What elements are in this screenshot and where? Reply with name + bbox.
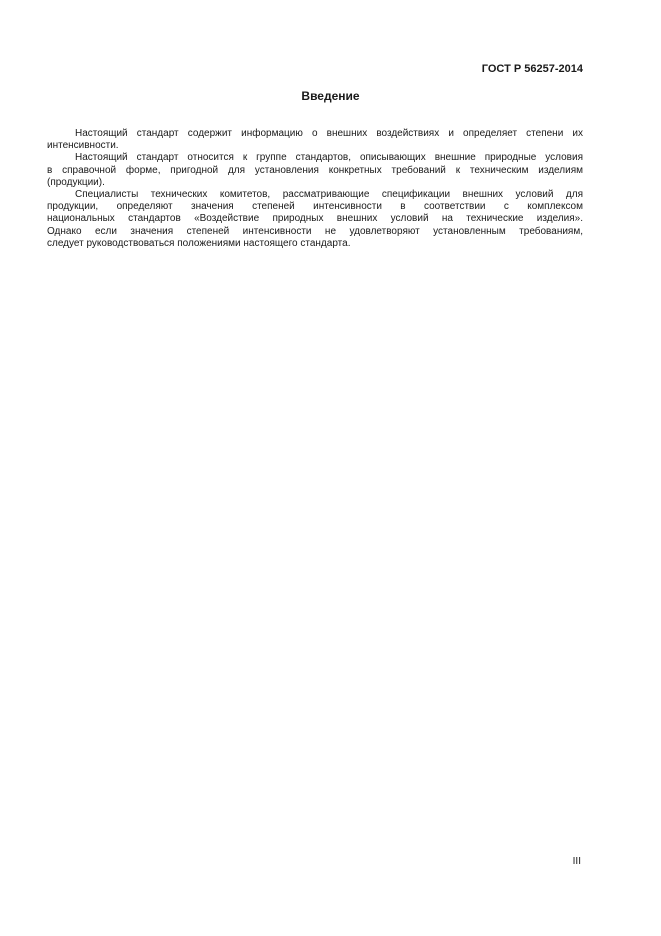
- text-line: Настоящий стандарт содержит информацию о внешних воздействиях и определяет степени их: [75, 128, 583, 139]
- section-title: Введение: [301, 89, 360, 103]
- text-line: (продукции).: [47, 176, 105, 188]
- text-line: Настоящий стандарт относится к группе стандартов, описывающих внешние природные условия: [75, 152, 583, 164]
- text-line: интенсивности.: [47, 140, 119, 152]
- document-standard-number: ГОСТ Р 56257-2014: [481, 63, 583, 75]
- page-number: III: [572, 856, 581, 867]
- text-line: национальных стандартов «Воздействие природных внешних условий на технические изделия».: [47, 213, 583, 225]
- text-line: продукции, определяют значения степеней интенсивности в соответствии с комплексом: [47, 201, 583, 213]
- body-text: [47, 128, 583, 250]
- text-line: следует руководствоваться положениями настоящего стандарта.: [47, 237, 351, 249]
- paragraph: [47, 128, 583, 152]
- paragraph: [47, 152, 583, 189]
- text-line: в справочной форме, пригодной для установления конкретных требований к техническим изделиям: [47, 164, 583, 176]
- text-line: Однако если значения степеней интенсивности не удовлетворяют установленным требованиям,: [47, 225, 583, 237]
- paragraph: [47, 189, 583, 250]
- text-line: Специалисты технических комитетов, рассматривающие спецификации внешних условий для: [75, 189, 583, 201]
